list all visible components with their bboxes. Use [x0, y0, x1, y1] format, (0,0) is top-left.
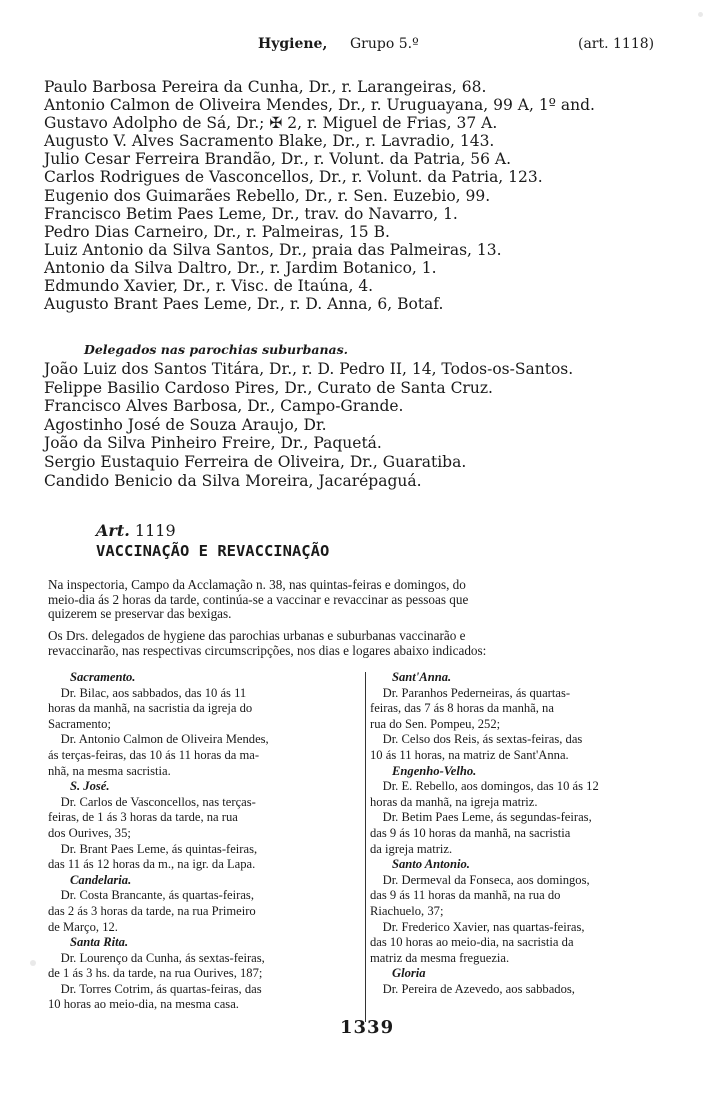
parish-heading: Engenho-Velho. — [392, 763, 477, 778]
column-line: Dr. Bilac, aos sabbados, das 10 ás 11 — [48, 685, 247, 700]
column-line: matriz da mesma freguezia. — [370, 950, 510, 965]
column-line: das 11 ás 12 horas da m., na igr. da Lapa. — [48, 857, 256, 872]
parish-heading: Candelaria. — [70, 872, 132, 887]
list-item: Julio Cesar Ferreira Brandão, Dr., r. Volunt. da Patria, 56 A. — [44, 150, 512, 169]
column-line: Dr. E. Rebello, aos domingos, das 10 ás 12 — [370, 779, 599, 794]
column-line: Dr. Antonio Calmon de Oliveira Mendes, — [48, 732, 269, 747]
column-line: Dr. Lourenço da Cunha, ás sextas-feiras, — [48, 950, 265, 965]
column-line: ás terças-feiras, das 10 ás 11 horas da ma- — [48, 747, 260, 762]
left-column — [48, 670, 366, 1013]
header-title: Hygiene, — [258, 36, 328, 52]
column-line: Dr. Pereira de Azevedo, aos sabbados, — [370, 981, 575, 996]
paragraph-line: Na inspectoria, Campo da Acclamação n. 38, nas quintas-feiras e domingos, do — [48, 577, 466, 592]
column-line: Dr. Dermeval da Fonseca, aos domingos, — [370, 872, 590, 887]
header-article-ref: (art. 1118) — [578, 36, 655, 52]
paragraph-delegados — [48, 629, 678, 658]
column-line: Dr. Paranhos Pederneiras, ás quartas- — [370, 685, 571, 700]
column-line: das 2 ás 3 horas da tarde, na rua Primeiro — [48, 903, 256, 918]
page-number: 1339 — [340, 1017, 395, 1038]
header-group: Grupo 5.º — [350, 36, 419, 52]
column-line: Dr. Torres Cotrim, ás quartas-feiras, das — [48, 981, 262, 996]
column-line: nhã, na mesma sacristia. — [48, 763, 171, 778]
list-item: Luiz Antonio da Silva Santos, Dr., praia das Palmeiras, 13. — [44, 240, 502, 259]
paper-speck — [698, 12, 703, 17]
column-line: Dr. Costa Brancante, ás quartas-feiras, — [48, 888, 254, 903]
right-column — [370, 670, 688, 997]
delegado-item: Agostinho José de Souza Araujo, Dr. — [44, 415, 327, 434]
delegado-item: João Luiz dos Santos Titára, Dr., r. D. Pedro II, 14, Todos-os-Santos. — [44, 360, 574, 378]
delegado-item: Felippe Basilio Cardoso Pires, Dr., Curato de Santa Cruz. — [44, 378, 493, 397]
column-line: de Março, 12. — [48, 919, 118, 934]
delegados-list — [44, 360, 704, 490]
list-item: Antonio Calmon de Oliveira Mendes, Dr., r. Uruguayana, 99 A, 1º and. — [44, 96, 595, 115]
parish-heading: Santo Antonio. — [392, 857, 470, 872]
paper-speck — [30, 960, 36, 966]
column-line: feiras, de 1 ás 3 horas da tarde, na rua — [48, 810, 238, 825]
article-title: VACCINAÇÃO E REVACCINAÇÃO — [96, 542, 330, 560]
column-line: das 10 horas ao meio-dia, na sacristia da — [370, 935, 574, 950]
column-line: Dr. Celso dos Reis, ás sextas-feiras, das — [370, 732, 583, 747]
column-line: Dr. Betim Paes Leme, ás segundas-feiras, — [370, 810, 592, 825]
list-item: Edmundo Xavier, Dr., r. Visc. de Itaúna, 4. — [44, 277, 374, 296]
paragraph-line: Os Drs. delegados de hygiene das parochias urbanas e suburbanas vaccinarão e — [48, 628, 466, 643]
list-item: Gustavo Adolpho de Sá, Dr.; ✠ 2, r. Miguel de Frias, 37 A. — [44, 114, 498, 133]
running-header — [258, 36, 668, 58]
column-line: Riachuelo, 37; — [370, 903, 444, 918]
delegado-item: Candido Benicio da Silva Moreira, Jacarépaguá. — [44, 471, 422, 490]
column-line: feiras, das 7 ás 8 horas da manhã, na — [370, 701, 554, 716]
column-line: Sacramento; — [48, 716, 111, 731]
list-item: Carlos Rodrigues de Vasconcellos, Dr., r. Volunt. da Patria, 123. — [44, 168, 543, 187]
list-item: Augusto V. Alves Sacramento Blake, Dr., r. Lavradio, 143. — [44, 132, 495, 151]
delegado-item: Sergio Eustaquio Ferreira de Oliveira, Dr., Guaratiba. — [44, 452, 467, 471]
parish-heading: Sacramento. — [70, 670, 136, 684]
column-line: 10 ás 11 horas, na matriz de Sant'Anna. — [370, 747, 569, 762]
column-divider — [365, 672, 366, 1022]
article-prefix: Art. — [96, 521, 130, 540]
delegado-item: João da Silva Pinheiro Freire, Dr., Paquetá. — [44, 434, 382, 453]
column-line: das 9 ás 11 horas da manhã, na rua do — [370, 888, 561, 903]
column-line: das 9 ás 10 horas da manhã, na sacristia — [370, 825, 571, 840]
paragraph-line: meio-dia ás 2 horas da tarde, continúa-se a vaccinar e revaccinar as pessoas que — [48, 591, 469, 607]
delegados-heading: Delegados nas parochias suburbanas. — [84, 342, 349, 357]
delegado-item: Francisco Alves Barbosa, Dr., Campo-Grande. — [44, 397, 404, 416]
list-item: Paulo Barbosa Pereira da Cunha, Dr., r. Larangeiras, 68. — [44, 78, 487, 96]
paragraph-line: revaccinarão, nas respectivas circumscripções, nos dias e logares abaixo indicados: — [48, 642, 487, 658]
list-item: Antonio da Silva Daltro, Dr., r. Jardim Botanico, 1. — [44, 258, 437, 277]
parish-heading: Santa Rita. — [70, 935, 129, 950]
physician-list — [44, 78, 704, 313]
paragraph-inspectoria — [48, 578, 678, 622]
column-line: dos Ourives, 35; — [48, 825, 131, 840]
parish-heading: S. José. — [70, 779, 110, 794]
article-number — [96, 521, 176, 540]
parish-heading: Gloria — [392, 966, 426, 981]
column-line: horas da manhã, na sacristia da igreja do — [48, 701, 253, 716]
list-item: Francisco Betim Paes Leme, Dr., trav. do Navarro, 1. — [44, 204, 458, 223]
column-line: rua do Sen. Pompeu, 252; — [370, 716, 501, 731]
list-item: Eugenio dos Guimarães Rebello, Dr., r. Sen. Euzebio, 99. — [44, 186, 491, 205]
list-item: Pedro Dias Carneiro, Dr., r. Palmeiras, 15 B. — [44, 222, 390, 241]
column-line: 10 horas ao meio-dia, na mesma casa. — [48, 997, 239, 1012]
parish-heading: Sant'Anna. — [392, 670, 452, 684]
column-line: Dr. Brant Paes Leme, ás quintas-feiras, — [48, 841, 258, 856]
list-item: Augusto Brant Paes Leme, Dr., r. D. Anna, 6, Botaf. — [44, 295, 444, 314]
column-line: horas da manhã, na igreja matriz. — [370, 794, 538, 809]
column-line: Dr. Frederico Xavier, nas quartas-feiras, — [370, 919, 585, 934]
article-number-value: 1119 — [134, 521, 176, 540]
paragraph-line: quizerem se preservar das bexigas. — [48, 606, 232, 622]
column-line: Dr. Carlos de Vasconcellos, nas terças- — [48, 794, 256, 809]
column-line: de 1 ás 3 hs. da tarde, na rua Ourives, 187; — [48, 966, 263, 981]
column-line: da igreja matriz. — [370, 841, 453, 856]
